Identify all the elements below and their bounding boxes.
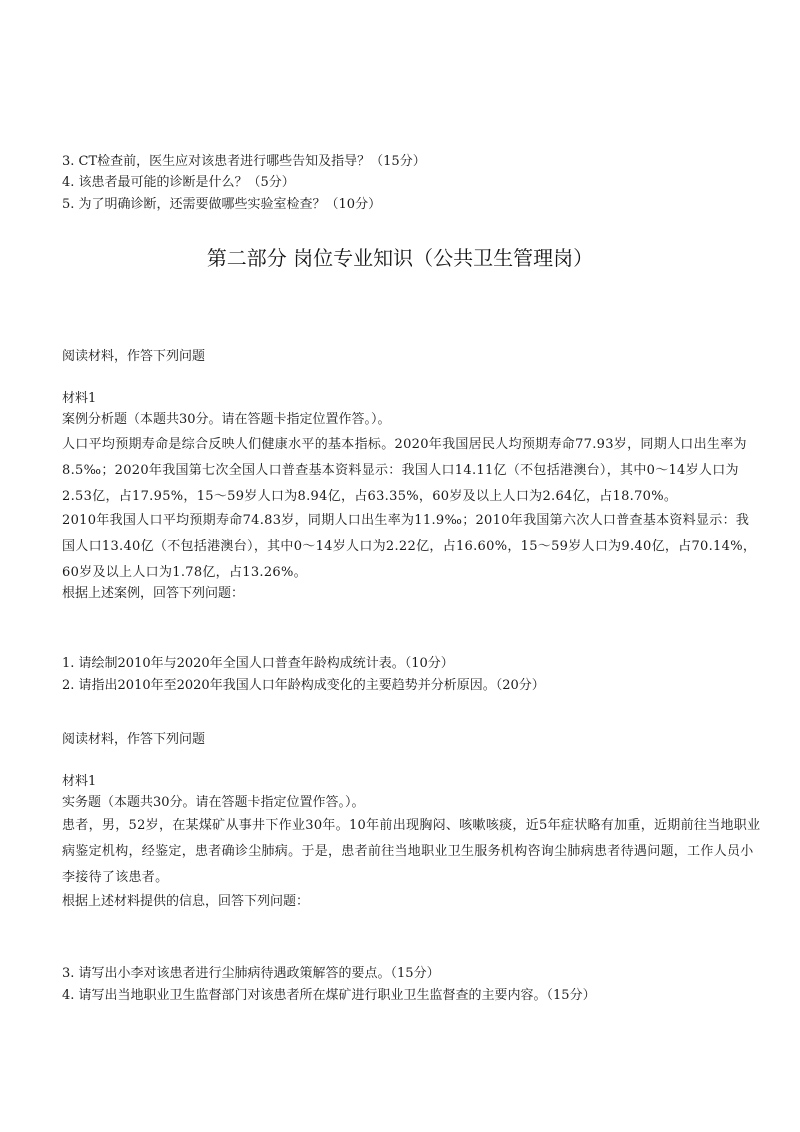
section1-task: 案例分析题（本题共30分。请在答题卡指定位置作答。）。 <box>62 412 391 427</box>
section1-paragraph2: 2010年我国人口平均预期寿命74.83岁，同期人口出生率为11.9‰；2010年我国第六次人口普查基本资料显示：我国人口13.40亿（不包括港澳台），其中0～14岁人口为2.22亿，占16.60%，15～59岁人口为9.40亿，占70.14%，60岁及以上人口为1.78亿，占13.26%。 <box>62 513 757 580</box>
question-3: 3. CT检查前，医生应对该患者进行哪些告知及指导？（15分） <box>62 154 426 169</box>
section2-paragraph1: 患者，男，52岁，在某煤矿从事井下作业30年。10年前出现胸闷、咳嗽咳痰，近5年症状略有加重，近期前往当地职业病鉴定机构，经鉴定，患者确诊尘肺病。于是，患者前往当地职业卫生服务机构咨询尘肺病患者待遇问题，工作人员小李接待了该患者。 <box>62 818 761 885</box>
section2-question-3: 3. 请写出小李对该患者进行尘肺病待遇政策解答的要点。（15分） <box>62 966 440 981</box>
section2-material-label: 材料1 <box>62 774 97 789</box>
part-title: 第二部分 岗位专业知识（公共卫生管理岗） <box>206 246 594 270</box>
section1-instruction: 阅读材料，作答下列问题 <box>62 349 206 364</box>
section1-question-2: 2. 请指出2010年至2020年我国人口年龄构成变化的主要趋势并分析原因。（20分） <box>62 678 545 693</box>
section1-prompt: 根据上述案例，回答下列问题： <box>62 586 245 601</box>
question-5: 5. 为了明确诊断，还需要做哪些实验室检查？（10分） <box>62 197 382 212</box>
section2-prompt: 根据上述材料提供的信息，回答下列问题： <box>62 894 310 909</box>
section2-task: 实务题（本题共30分。请在答题卡指定位置作答。）。 <box>62 795 365 810</box>
section1-paragraph1: 人口平均预期寿命是综合反映人们健康水平的基本指标。2020年我国居民人均预期寿命77.93岁，同期人口出生率为8.5‰；2020年我国第七次全国人口普查基本资料显示：我国人口14.11亿（不包括港澳台），其中0～14岁人口为2.53亿，占17.95%，15～59岁人口为8.94亿，占63.35%，60岁及以上人口为2.64亿，占18.70%。 <box>62 437 747 504</box>
section2-question-4: 4. 请写出当地职业卫生监督部门对该患者所在煤矿进行职业卫生监督查的主要内容。（15分） <box>62 988 596 1003</box>
section1-material-label: 材料1 <box>62 391 97 406</box>
question-4: 4. 该患者最可能的诊断是什么？（5分） <box>62 175 295 190</box>
section1-question-1: 1. 请绘制2010年与2020年全国人口普查年龄构成统计表。（10分） <box>62 656 454 671</box>
section2-instruction: 阅读材料，作答下列问题 <box>62 732 206 747</box>
